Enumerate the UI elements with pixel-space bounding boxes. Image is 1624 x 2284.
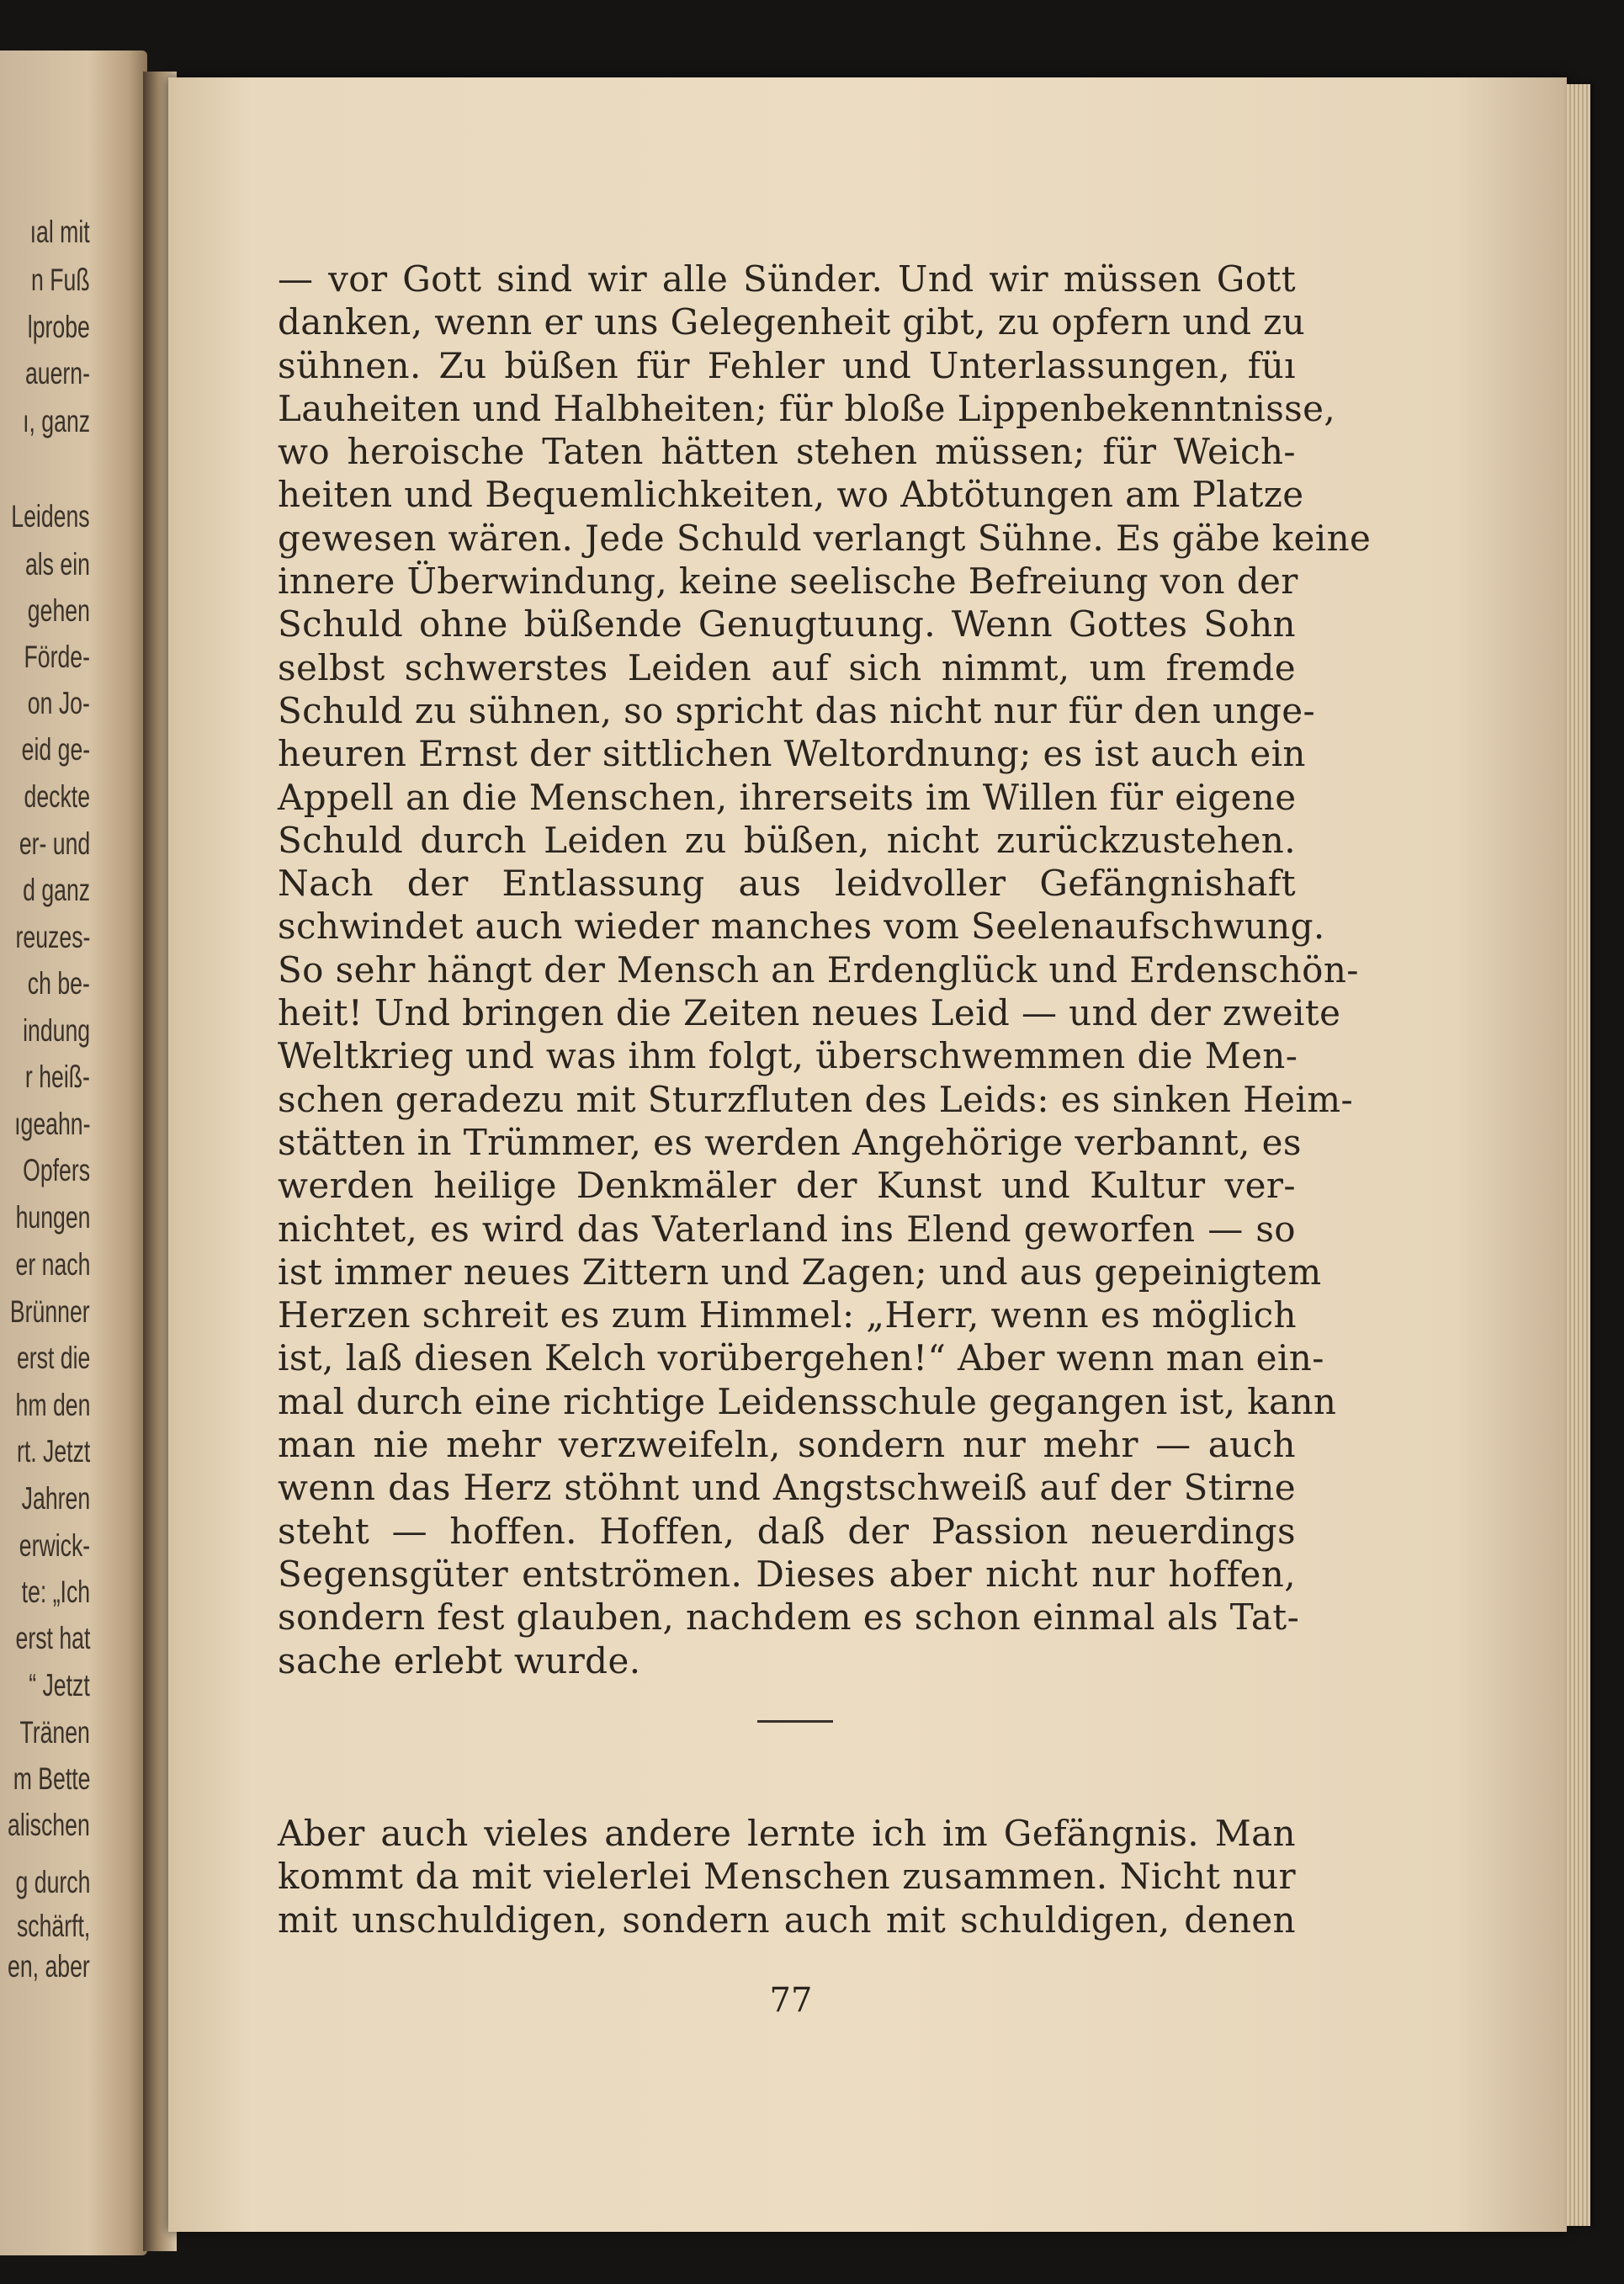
left-page-fragment: erwick- — [19, 1528, 90, 1563]
left-page-fragment: m Bette — [13, 1761, 90, 1796]
left-page-fragment: te: „Ich — [21, 1575, 90, 1609]
text-line: Lauheiten und Halbheiten; für bloße Lippenbekenntnisse, — [278, 387, 1336, 429]
text-line: steht — hoffen. Hoffen, daß der Passion neuerdings — [278, 1510, 1296, 1552]
left-page-fragment: Tränen — [19, 1715, 90, 1750]
left-page-fragment: Brünner — [10, 1294, 90, 1329]
left-page-fragment: Leidens — [11, 499, 90, 534]
left-page-fragment: er nach — [15, 1247, 90, 1282]
left-page-fragment: on Jo- — [27, 686, 90, 720]
left-page-fragment: ıal mit — [29, 215, 90, 249]
left-page-fragment: g durch — [15, 1865, 90, 1899]
left-page-fragment: hm den — [15, 1388, 90, 1422]
section-divider — [757, 1720, 833, 1723]
left-page-fragment: als ein — [24, 547, 90, 582]
left-page-fragment: erst die — [16, 1341, 90, 1375]
text-line: Segensgüter entströmen. Dieses aber nicht nur hoffen, — [278, 1553, 1296, 1595]
page-edge-stack — [1567, 84, 1590, 2226]
text-line: mit unschuldigen, sondern auch mit schuldigen, denen — [278, 1899, 1296, 1941]
left-page-fragment: deckte — [24, 779, 90, 814]
left-page-fragment: en, aber — [8, 1949, 90, 1984]
left-page-fragment: Jahren — [21, 1481, 90, 1516]
left-page-fragment: n Fuß — [31, 263, 90, 297]
text-line: heit! Und bringen die Zeiten neues Leid — und der zweite — [278, 992, 1341, 1034]
left-page-fragment: d ganz — [23, 873, 90, 907]
left-page-fragment: gehen — [27, 593, 90, 628]
text-line: sühnen. Zu büßen für Fehler und Unterlassungen, füı — [278, 344, 1296, 386]
left-page-fragment: ıgeahn- — [13, 1107, 90, 1141]
text-line: innere Überwindung, keine seelische Befreiung von der — [278, 560, 1298, 603]
text-line: stätten in Trümmer, es werden Angehörige verbannt, es — [278, 1121, 1302, 1163]
text-line: man nie mehr verzweifeln, sondern nur mehr — auch — [278, 1424, 1296, 1466]
body-paragraph — [278, 258, 1372, 1682]
text-line: Appell an die Menschen, ihrerseits im Willen für eigene — [278, 776, 1297, 818]
text-line: schwindet auch wieder manches vom Seelenaufschwung. — [278, 906, 1325, 948]
text-line: nichtet, es wird das Vaterland ins Elend geworfen — so — [278, 1208, 1296, 1250]
text-line: wo heroische Taten hätten stehen müssen; für Weich- — [278, 431, 1296, 473]
text-line: schen geradezu mit Sturzfluten des Leids: es sinken Heim- — [278, 1078, 1354, 1120]
text-line: heuren Ernst der sittlichen Weltordnung; es ist auch ein — [278, 733, 1306, 775]
text-line: mal durch eine richtige Leidensschule gegangen ist, kann — [278, 1380, 1337, 1422]
text-line: werden heilige Denkmäler der Kunst und Kultur ver- — [278, 1165, 1296, 1207]
left-page-fragment: hungen — [15, 1200, 90, 1235]
second-paragraph — [278, 1812, 1296, 1941]
left-page-fragment: Opfers — [23, 1153, 90, 1187]
left-page-fragment: alischen — [8, 1808, 90, 1842]
left-page-fragment: er- und — [19, 826, 90, 861]
text-line: Nach der Entlassung aus leidvoller Gefängnishaft — [278, 863, 1296, 905]
left-page-fragment: schärft, — [16, 1909, 90, 1943]
left-page-fragment: auern- — [24, 356, 90, 390]
left-page-fragment: reuzes- — [15, 920, 90, 954]
text-line: Aber auch vieles andere lernte ich im Gefängnis. Man — [278, 1813, 1296, 1854]
text-line: sondern fest glauben, nachdem es schon einmal als Tat- — [278, 1596, 1300, 1639]
text-line: wenn das Herz stöhnt und Angstschweiß auf der Stirne — [278, 1467, 1296, 1509]
left-page-fragment: “ Jetzt — [29, 1668, 90, 1702]
page-number: 77 — [769, 1981, 813, 2020]
text-line: danken, wenn er uns Gelegenheit gibt, zu opfern und zu — [278, 301, 1306, 343]
text-line: Weltkrieg und was ihm folgt, überschwemmen die Men- — [278, 1035, 1298, 1077]
left-page-fragment: indung — [23, 1013, 90, 1048]
text-line: heiten und Bequemlichkeiten, wo Abtötungen am Platze — [278, 474, 1304, 516]
text-line: gewesen wären. Jede Schuld verlangt Sühne. Es gäbe keine — [278, 517, 1372, 559]
text-line: — vor Gott sind wir alle Sünder. Und wir müssen Gott — [278, 258, 1296, 300]
text-line: So sehr hängt der Mensch an Erdenglück und Erdenschön- — [278, 948, 1359, 991]
text-line: sache erlebt wurde. — [278, 1639, 641, 1681]
left-page-fragment: erst hat — [15, 1621, 90, 1655]
left-page-fragment: Förde- — [24, 640, 90, 674]
text-line: selbst schwerstes Leiden auf sich nimmt, um fremde — [278, 646, 1296, 688]
text-line: kommt da mit vielerlei Menschen zusammen. Nicht nur — [278, 1856, 1296, 1898]
text-line: Schuld zu sühnen, so spricht das nicht nur für den unge- — [278, 689, 1316, 731]
text-line: Herzen schreit es zum Himmel: „Herr, wenn es möglich — [278, 1294, 1298, 1336]
left-page-fragment: ı, ganz — [23, 404, 90, 438]
text-line: Schuld durch Leiden zu büßen, nicht zurückzustehen. — [278, 819, 1296, 861]
left-facing-page — [0, 50, 147, 2255]
text-line: Schuld ohne büßende Genugtuung. Wenn Gottes Sohn — [278, 603, 1296, 645]
text-line: ist, laß diesen Kelch vorübergehen!“ Aber wenn man ein- — [278, 1337, 1324, 1379]
left-page-fragment: ch be- — [27, 966, 90, 1001]
left-page-fragment: lprobe — [27, 310, 90, 344]
left-page-fragment: r heiß- — [25, 1060, 90, 1094]
text-line: ist immer neues Zittern und Zagen; und aus gepeinigtem — [278, 1251, 1322, 1293]
left-page-fragment: rt. Jetzt — [16, 1434, 90, 1469]
left-page-fragment: eid ge- — [21, 732, 90, 767]
